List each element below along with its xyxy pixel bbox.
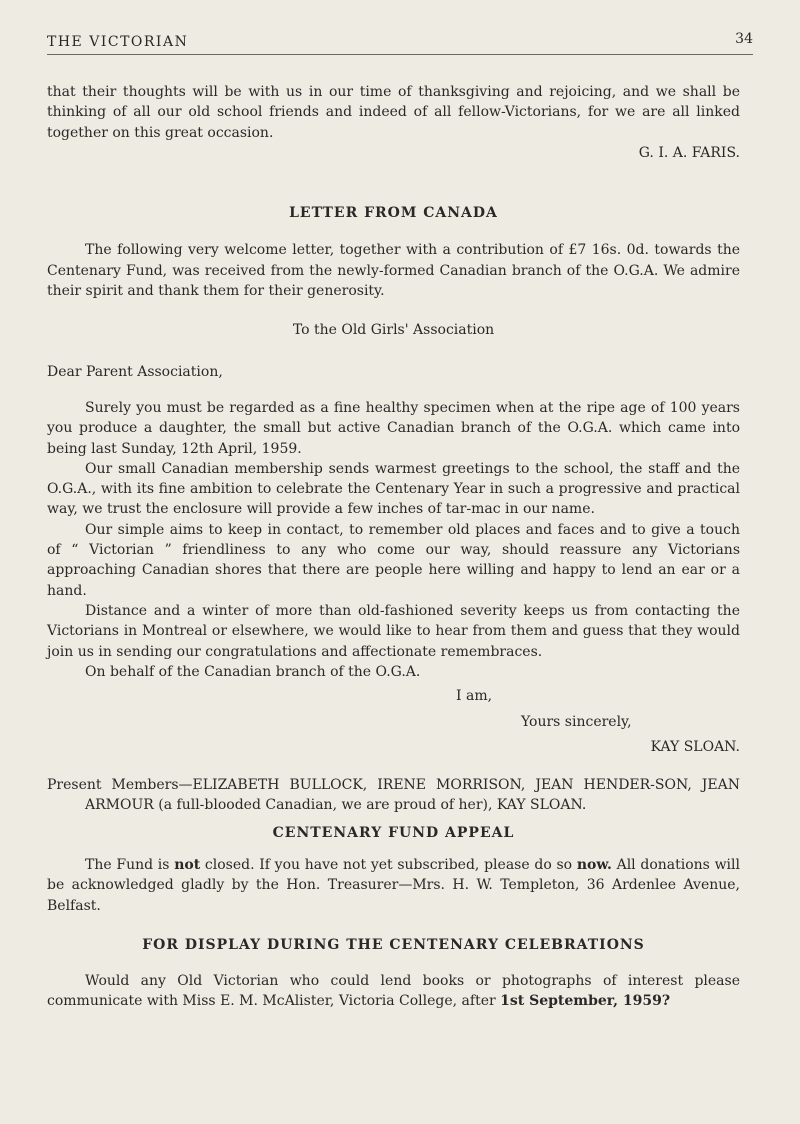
emphasis-not: not xyxy=(174,856,201,873)
emphasis-now: now. xyxy=(576,856,612,873)
letter-addressee: To the Old Girls' Association xyxy=(292,322,495,339)
header-rule xyxy=(47,54,753,55)
intro-signature: G. I. A. FARIS. xyxy=(638,144,740,161)
letter-paragraph: Our small Canadian membership sends warmest greetings to the school, the staff and the O.G.A., with its fine ambition to celebrate the Centenary Year in such a progressive and practical way, we trust the enclosure will provide a few inches of tar-mac in our name. xyxy=(47,460,740,518)
appeal-heading: CENTENARY FUND APPEAL xyxy=(272,824,515,841)
display-date: 1st September, 1959? xyxy=(500,993,671,1010)
letter-intro: The following very welcome letter, together with a contribution of £7 16s. 0d. towards the Centenary Fund, was received from the newly-formed Canadian branch of the O.G.A. We admire their spirit and thank them for their generosity. xyxy=(47,242,740,300)
letter-paragraph: Our simple aims to keep in contact, to remember old places and faces and to give a touch of “ Victorian ” friendliness to any who come our way, should reassure any Victorians approaching Canadian shores that there are people here willing and happy to lend an ear or a hand. xyxy=(47,521,740,599)
letter-paragraph: Surely you must be regarded as a fine healthy specimen when at the ripe age of 100 years you produce a daughter, the small but active Canadian branch of the O.G.A. which came into being last Sunday, 12th April, 1959. xyxy=(47,399,740,457)
letter-heading: LETTER FROM CANADA xyxy=(289,205,498,222)
journal-title: THE VICTORIAN xyxy=(47,34,189,50)
letter-closing-yours: Yours sincerely, xyxy=(521,714,632,731)
letter-salutation: Dear Parent Association, xyxy=(47,363,223,380)
page-number: 34 xyxy=(735,31,753,47)
present-members: Present Members—ELIZABETH BULLOCK, IRENE MORRISON, JEAN HENDER-SON, JEAN ARMOUR (a full-blooded Canadian, we are proud of her), KAY SLOAN. xyxy=(47,777,740,814)
display-paragraph: Would any Old Victorian who could lend books or photographs of interest please communicate with Miss E. M. McAlister, Victoria College, after 1st September, 1959? xyxy=(47,973,740,1010)
letter-paragraph: Distance and a winter of more than old-fashioned severity keeps us from contacting the Victorians in Montreal or elsewhere, we would like to hear from them and guess that they would join us in sending our congratulations and affectionate remembraces. xyxy=(47,602,740,660)
letter-paragraph: On behalf of the Canadian branch of the O.G.A. xyxy=(85,663,421,680)
running-header xyxy=(47,31,753,54)
appeal-paragraph: The Fund is not closed. If you have not yet subscribed, please do so now. All donations will be acknowledged gladly by the Hon. Treasurer—Mrs. H. W. Templeton, 36 Ardenlee Avenue, Belfast. xyxy=(47,856,740,914)
display-heading: FOR DISPLAY DURING THE CENTENARY CELEBRATIONS xyxy=(142,936,645,953)
letter-signature: KAY SLOAN. xyxy=(650,738,740,755)
letter-closing-i-am: I am, xyxy=(456,688,493,705)
article-body xyxy=(47,82,740,1012)
intro-paragraph: that their thoughts will be with us in our time of thanksgiving and rejoicing, and we shall be thinking of all our old school friends and indeed of all fellow-Victorians, for we are all linked together on this great occasion. xyxy=(47,84,740,141)
